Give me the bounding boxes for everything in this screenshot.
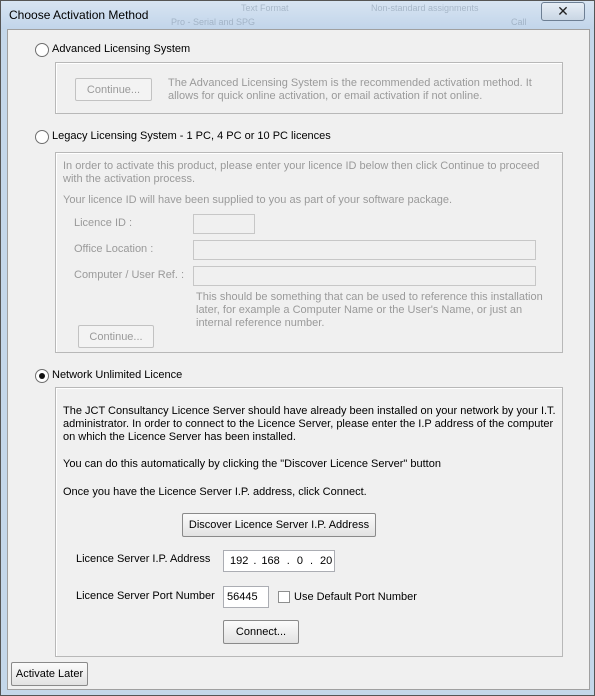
default-port-checkbox[interactable] <box>278 591 290 603</box>
activate-later-button[interactable]: Activate Later <box>11 662 88 686</box>
ip-octet: 0 <box>296 555 303 567</box>
background-hint: Non-standard assignments <box>371 3 479 13</box>
ip-octet: 20 <box>320 555 333 567</box>
advanced-radio[interactable] <box>35 43 49 57</box>
connect-button[interactable]: Connect... <box>223 620 299 644</box>
legacy-group <box>55 152 563 353</box>
background-hint: Text Format <box>241 3 289 13</box>
ip-octet: 168 <box>261 555 280 567</box>
network-radio[interactable] <box>35 369 49 383</box>
ip-separator: . <box>309 555 314 567</box>
legacy-continue-button[interactable]: Continue... <box>78 325 154 348</box>
advanced-continue-button[interactable]: Continue... <box>75 78 152 101</box>
licence-id-field[interactable] <box>193 214 255 234</box>
legacy-radio[interactable] <box>35 130 49 144</box>
ip-separator: . <box>286 555 290 567</box>
background-hint: Call <box>511 17 527 27</box>
network-group <box>55 387 563 657</box>
ip-separator: . <box>253 555 257 567</box>
window-title: Choose Activation Method <box>9 8 149 22</box>
office-location-field[interactable] <box>193 240 536 260</box>
network-radio-label[interactable]: Network Unlimited Licence <box>52 369 183 381</box>
legacy-supplied-note: Your licence ID will have been supplied to you as part of your software package. <box>63 194 453 206</box>
port-number-input[interactable]: 56445 <box>223 586 269 608</box>
ip-octet: 192 <box>230 555 249 567</box>
legacy-radio-label[interactable]: Legacy Licensing System - 1 PC, 4 PC or 10 PC licences <box>52 130 331 142</box>
network-intro: The JCT Consultancy Licence Server should have already been installed on your network by your I.T. administrator. In order to connect to the Licence Server, please enter the I.P address of the computer on which the Licence Server has been installed. <box>63 405 556 443</box>
background-hint: Pro - Serial and SPG <box>171 17 256 27</box>
network-auto-note: You can do this automatically by clicking the "Discover Licence Server" button <box>63 458 441 470</box>
legacy-intro: In order to activate this product, please enter your licence ID below then click Continue to proceed with the activation process. <box>63 160 540 185</box>
advanced-radio-label[interactable]: Advanced Licensing System <box>52 43 191 55</box>
ip-address-label: Licence Server I.P. Address <box>76 553 211 565</box>
ip-address-input[interactable] <box>223 550 335 572</box>
reference-hint: This should be something that can be used to reference this installation later, for example a Computer Name or the User's Name, or just an internal reference number. <box>196 291 543 329</box>
computer-ref-field[interactable] <box>193 266 536 286</box>
title-bar[interactable] <box>1 1 594 29</box>
close-icon: ✕ <box>557 3 569 19</box>
network-connect-note: Once you have the Licence Server I.P. address, click Connect. <box>63 486 367 498</box>
computer-ref-label: Computer / User Ref. : <box>74 269 185 281</box>
licence-id-label: Licence ID : <box>74 217 133 229</box>
port-number-label: Licence Server Port Number <box>76 590 215 602</box>
discover-server-button[interactable]: Discover Licence Server I.P. Address <box>182 513 376 537</box>
close-button[interactable] <box>541 2 585 21</box>
advanced-group <box>55 62 563 114</box>
default-port-label[interactable]: Use Default Port Number <box>294 591 417 603</box>
dialog-body <box>7 29 590 690</box>
office-location-label: Office Location : <box>74 243 154 255</box>
advanced-description: The Advanced Licensing System is the recommended activation method. It allows for quick online activation, or email activation if not online. <box>168 77 532 102</box>
